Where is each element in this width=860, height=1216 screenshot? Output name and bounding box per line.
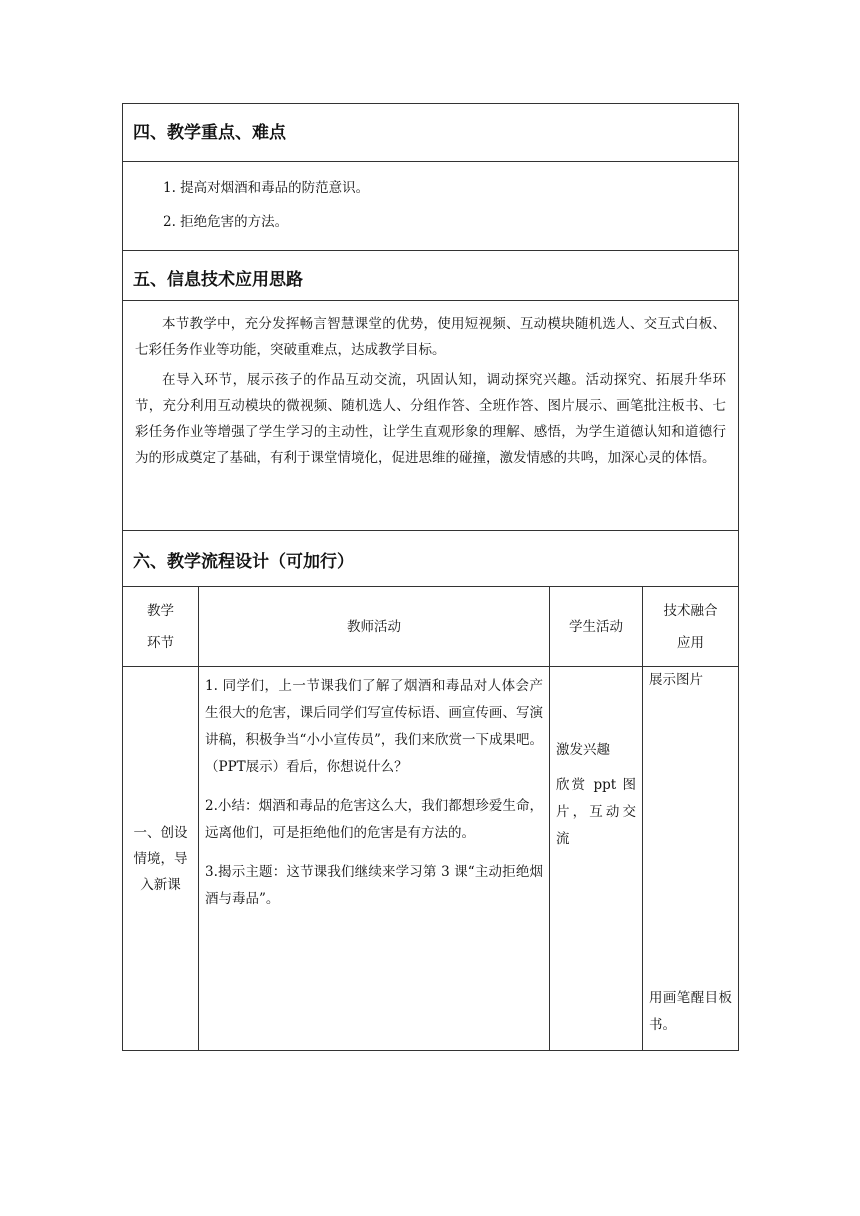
header-stage [123, 587, 199, 667]
list-item: 1. 提高对烟酒和毒品的防范意识。 [163, 180, 370, 196]
student-activity-1: 激发兴趣 [556, 742, 610, 758]
student-activity-2: 欣赏 ppt 图片，互动交流 [556, 777, 636, 847]
section-5-title: 五、信息技术应用思路 [123, 251, 739, 301]
student-activity-cell [550, 667, 643, 1051]
list-item: 2. 拒绝危害的方法。 [163, 214, 289, 230]
table-row [123, 667, 739, 1051]
header-tech-line1: 技术融合 [663, 602, 718, 619]
lesson-plan-table [122, 103, 738, 1051]
teacher-step: 3.揭示主题：这节课我们继续来学习第 3 课“主动拒绝烟酒与毒品”。 [205, 864, 543, 907]
section-4-list [123, 162, 739, 251]
tech-item-2: 用画笔醒目板书。 [649, 990, 732, 1033]
tech-cell [643, 667, 739, 1051]
teacher-step: 1. 同学们，上一节课我们了解了烟酒和毒品对人体会产生很大的危害，课后同学们写宣传标语、画宣传画、写演讲稿，积极争当“小小宣传员”，我们来欣赏一下成果吧。（PPT展示）看后，你想说什么？ [205, 678, 543, 775]
header-teacher: 教师活动 [199, 587, 550, 667]
header-tech [643, 587, 739, 667]
section-4-title: 四、教学重点、难点 [123, 104, 739, 162]
paragraph: 本节教学中，充分发挥畅言智慧课堂的优势，使用短视频、互动模块随机选人、交互式白板、七彩任务作业等功能，突破重难点，达成教学目标。 [135, 316, 726, 358]
header-stage-line2: 环节 [147, 634, 174, 651]
tech-item-1: 展示图片 [649, 672, 703, 688]
section-6-title: 六、教学流程设计（可加行） [123, 531, 739, 587]
paragraph: 在导入环节，展示孩子的作品互动交流，巩固认知，调动探究兴趣。活动探究、拓展升华环节，充分利用互动模块的微视频、随机选人、分组作答、全班作答、图片展示、画笔批注板书、七彩任务作业等增强了学生学习的主动性，让学生直观形象的理解、感悟，为学生道德认知和道德行为的形成奠定了基础，有利于课堂情境化，促进思维的碰撞，激发情感的共鸣，加深心灵的体悟。 [135, 372, 726, 466]
section-5-body [123, 301, 739, 531]
stage-cell: 一、创设 情境，导 入新课 [123, 667, 199, 1051]
header-student: 学生活动 [550, 587, 643, 667]
teacher-step: 2.小结：烟酒和毒品的危害这么大，我们都想珍爱生命，远离他们，可是拒绝他们的危害是有方法的。 [205, 798, 543, 841]
teacher-activity-cell [199, 667, 550, 1051]
header-stage-line1: 教学 [147, 602, 174, 619]
header-tech-line2: 应用 [677, 634, 704, 651]
